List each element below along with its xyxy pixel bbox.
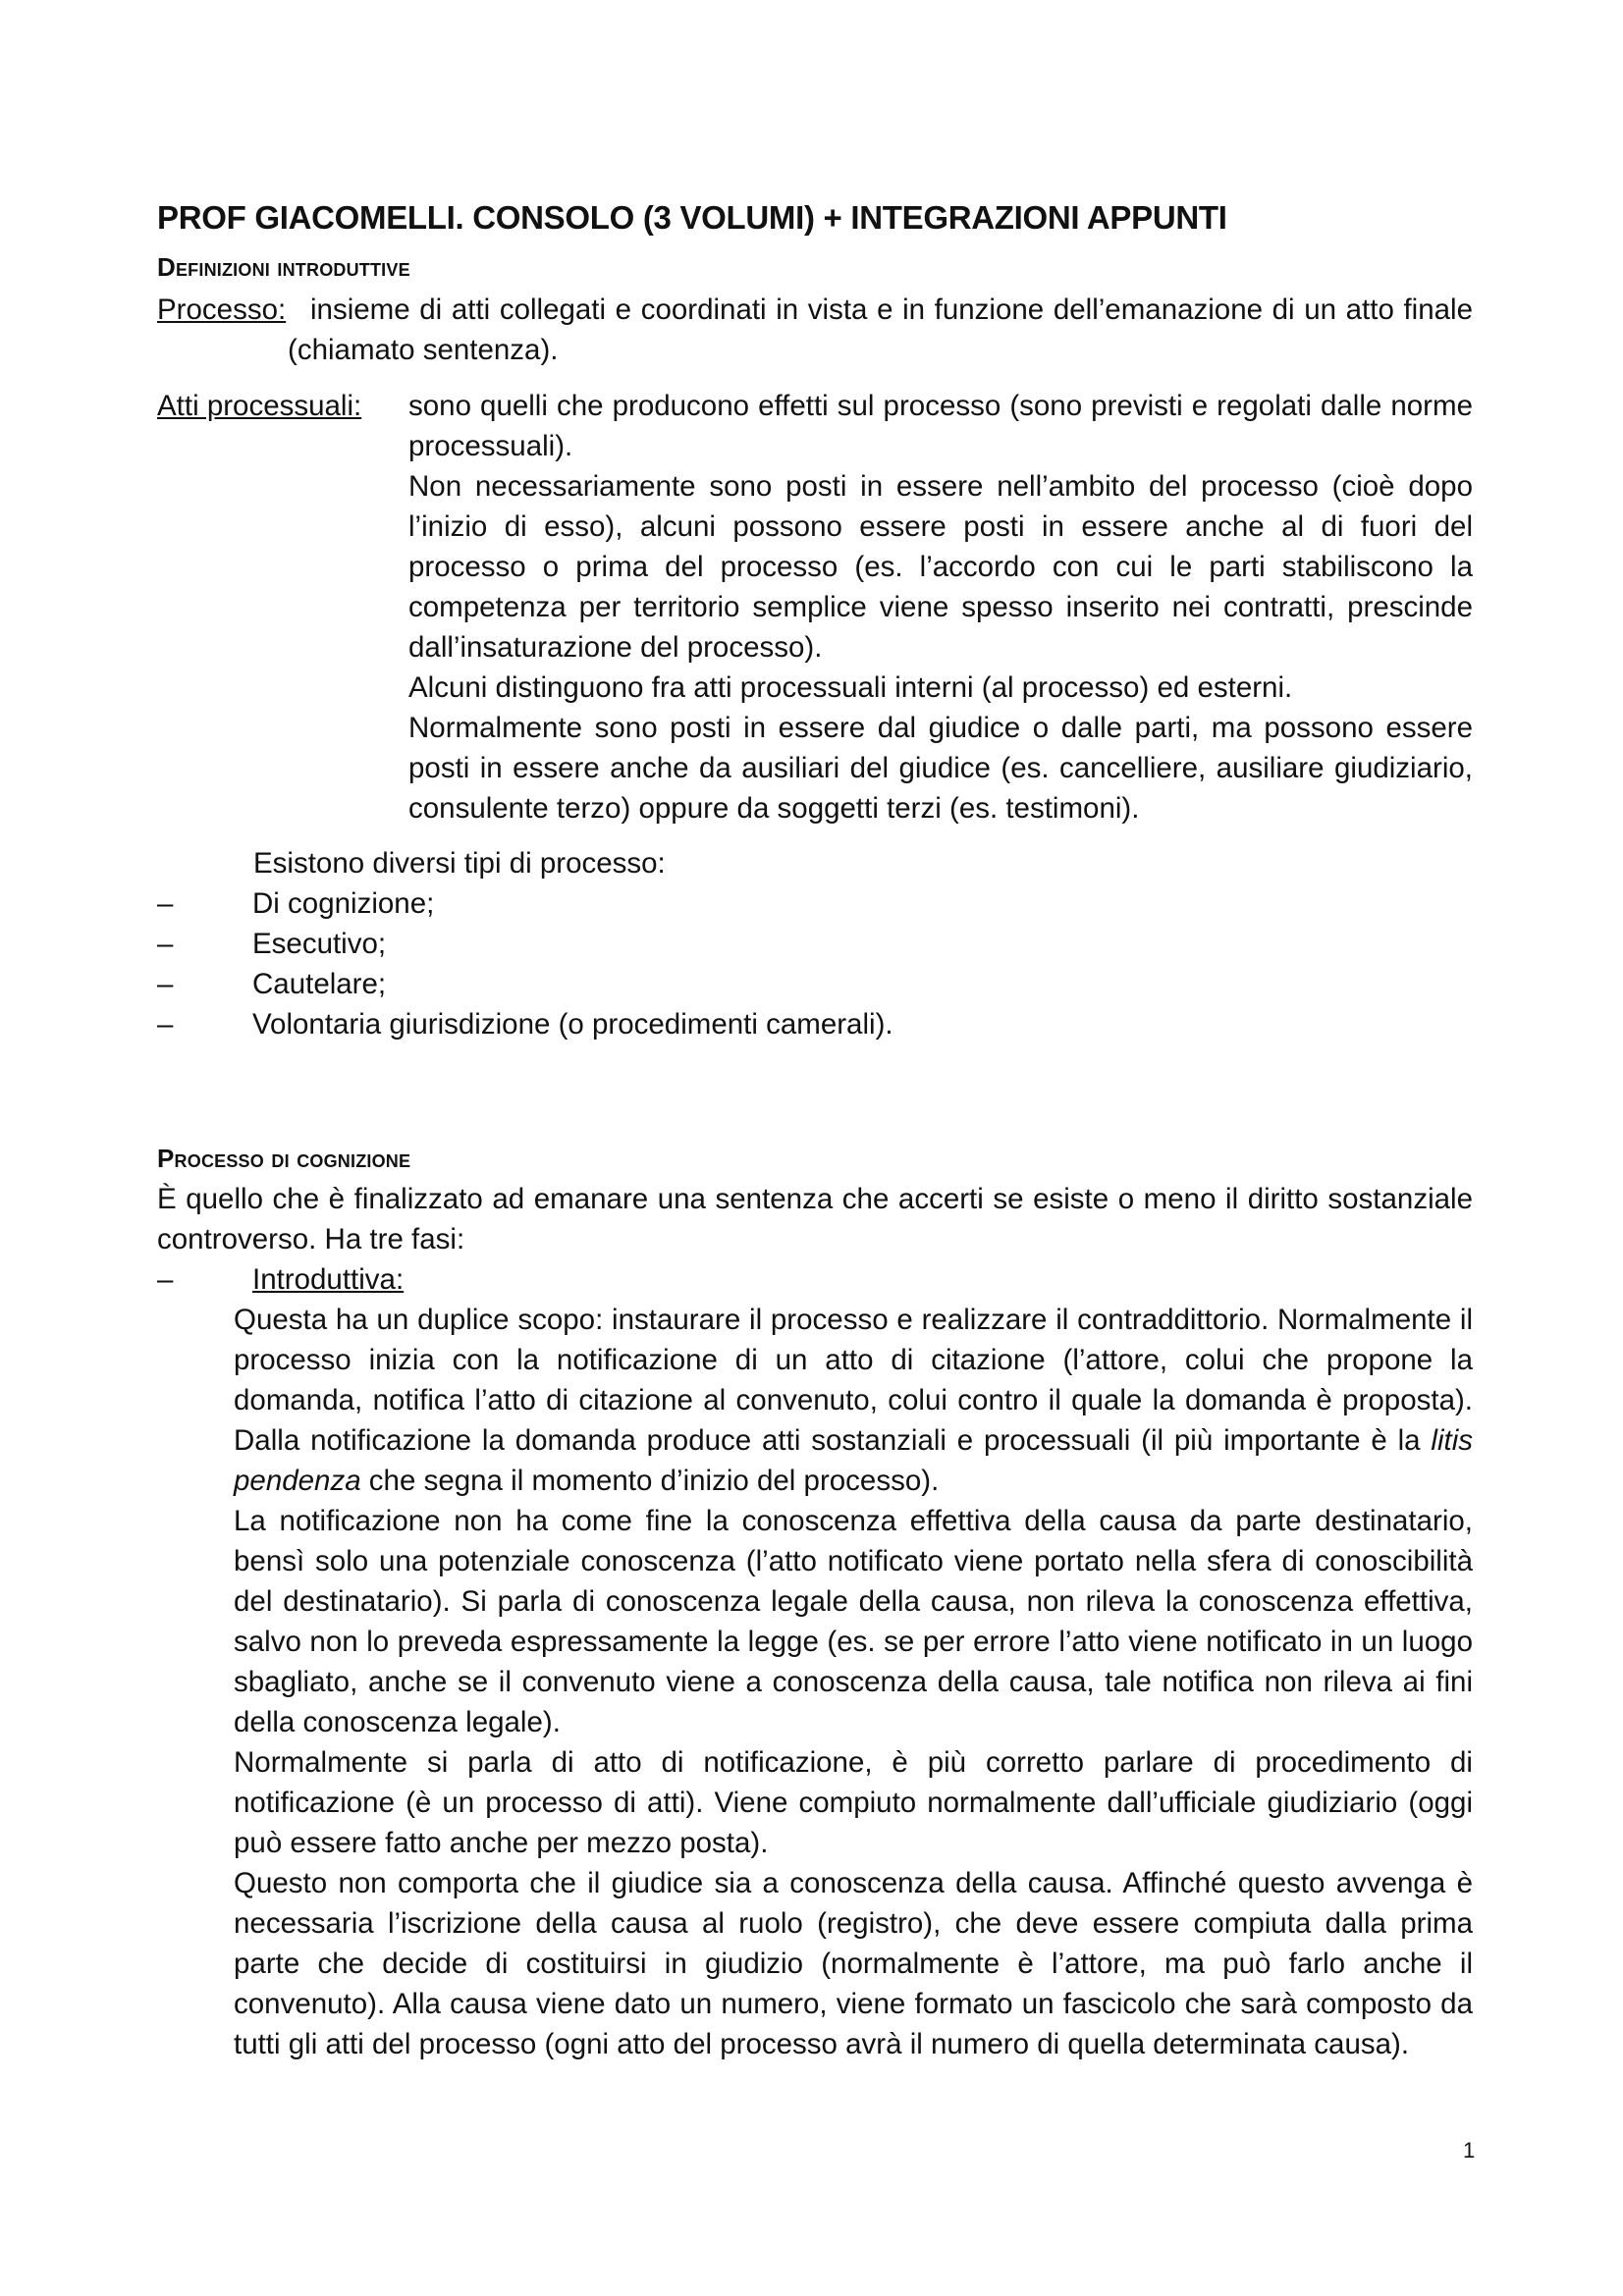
section-heading-cognizione: Processo di cognizione	[157, 1144, 411, 1173]
definition-paragraph: Alcuni distinguono fra atti processuali interni (al processo) ed esterni.	[408, 671, 1293, 704]
list-item: – Volontaria giurisdizione (o procedimenti camerali).	[157, 1004, 893, 1044]
definition-text-processo	[288, 290, 1473, 370]
paragraph: Normalmente si parla di atto di notificazione, è più corretto parlare di procedimento di notificazione (è un processo di atti). Viene compiuto normalmente dall’ufficiale giudiziario (oggi può essere fatto anche per mezzo posta).	[234, 1746, 1473, 1859]
dash-bullet: –	[157, 928, 174, 960]
paragraph: La notificazione non ha come fine la conoscenza effettiva della causa da parte destinatario, bensì solo una potenziale conoscenza (l’atto notificato viene portato nella sfera di conoscibilità del destinatario). Si parla di conoscenza legale della causa, non rileva la conoscenza effettiva, salvo non lo preveda espressamente la legge (es. se per errore l’atto viene notificato in un luogo sbagliato, anche se il convenuto viene a conoscenza della causa, tale notifica non rileva ai fini della conoscenza legale).	[234, 1505, 1473, 1738]
paragraph: È quello che è finalizzato ad emanare una sentenza che accerti se esiste o meno il diritto sostanziale controverso. Ha tre fasi:	[157, 1183, 1473, 1255]
dash-bullet: –	[157, 968, 174, 1000]
dash-bullet: –	[157, 1263, 174, 1296]
cognizione-intro	[157, 1179, 1473, 1259]
definition-label-processo: Processo:	[157, 294, 287, 326]
process-types-list	[157, 883, 893, 1044]
document-title: PROF GIACOMELLI. CONSOLO (3 VOLUMI) + INTEGRAZIONI APPUNTI	[157, 199, 1227, 236]
dash-bullet: –	[157, 887, 174, 920]
paragraph: Questa ha un duplice scopo: instaurare il processo e realizzare il contraddittorio. Normalmente il processo inizia con la notificazione di un atto di citazione (l’attore, colui che propone la domanda, notifica l’atto di citazione al convenuto, colui contro il quale la domanda è proposta). Dalla notificazione la domanda produce atti sostanziali e processuali (il più importante è la litis pendenza che segna il momento d’inizio del processo).	[234, 1304, 1473, 1497]
section-heading-definizioni: Definizioni introduttive	[157, 252, 410, 282]
definition-paragraph: Normalmente sono posti in essere dal giudice o dalle parti, ma possono essere posti in essere anche da ausiliari del giudice (es. cancelliere, ausiliare giudiziario, consulente terzo) oppure da soggetti terzi (es. testimoni).	[408, 712, 1473, 825]
phase-label: Introduttiva:	[252, 1263, 405, 1296]
definition-paragraph: sono quelli che producono effetti sul processo (sono previsti e regolati dalle norme processuali).	[408, 390, 1473, 462]
definition-label-atti: Atti processuali:	[157, 390, 362, 422]
phase-introduttiva-body	[234, 1300, 1473, 2064]
list-item: – Esecutivo;	[157, 924, 893, 964]
page-number: 1	[1463, 2138, 1476, 2163]
italic-term: litis pendenza	[234, 1424, 1473, 1497]
list-item: – Cautelare;	[157, 964, 893, 1004]
process-types-intro: Esistono diversi tipi di processo:	[253, 847, 666, 880]
definition-text-atti	[408, 386, 1473, 828]
list-item: – Di cognizione;	[157, 883, 893, 924]
paragraph: Questo non comporta che il giudice sia a conoscenza della causa. Affinché questo avvenga è necessaria l’iscrizione della causa al ruolo (registro), che deve essere compiuta dalla prima parte che decide di costituirsi in giudizio (normalmente è l’attore, ma può farlo anche il convenuto). Alla causa viene dato un numero, viene formato un fascicolo che sarà composto da tutti gli atti del processo (ogni atto del processo avrà il numero di quella determinata causa).	[234, 1867, 1473, 2060]
definition-paragraph: insieme di atti collegati e coordinati in vista e in funzione dell’emanazione di un atto finale (chiamato sentenza).	[288, 294, 1473, 366]
definition-paragraph: Non necessariamente sono posti in essere nell’ambito del processo (cioè dopo l’inizio di esso), alcuni possono essere posti in essere anche al di fuori del processo o prima del processo (es. l’accordo con cui le parti stabiliscono la competenza per territorio semplice viene spesso inserito nei contratti, prescinde dall’insaturazione del processo).	[408, 470, 1473, 664]
dash-bullet: –	[157, 1008, 174, 1041]
